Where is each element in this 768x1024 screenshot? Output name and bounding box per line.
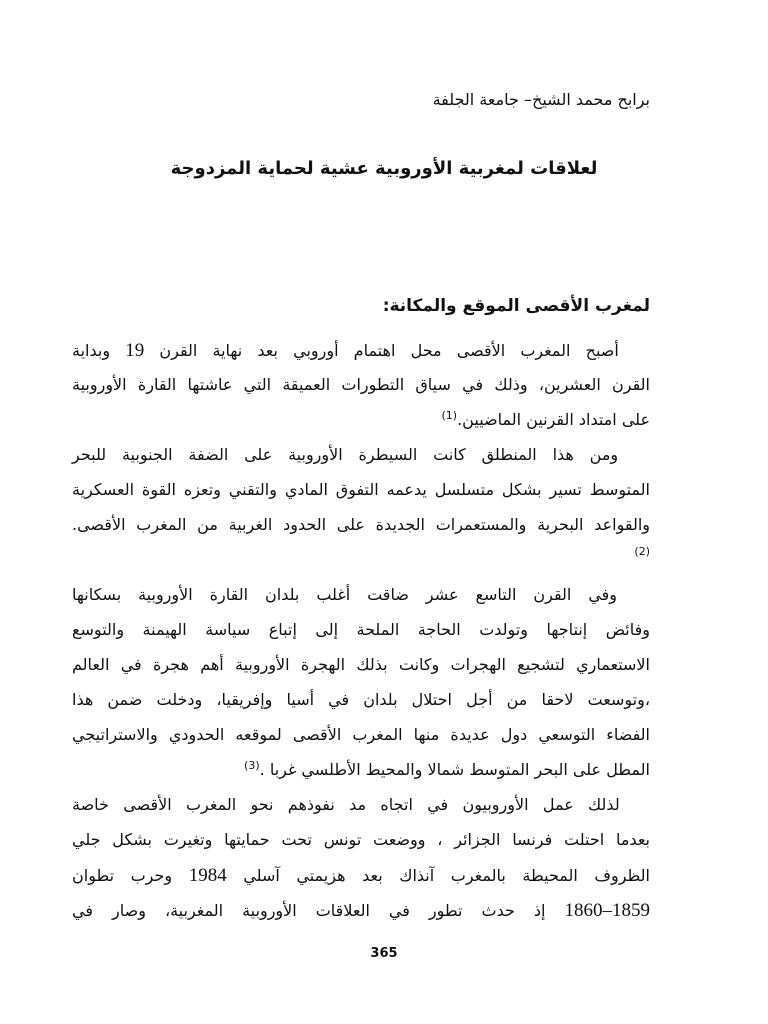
paragraph-3-line-6 <box>72 760 650 779</box>
section-heading: لمغرب الأقصى الموقع والمكانة: <box>382 296 650 316</box>
text-segment: أصبح المغرب الأقصى محل اهتمام أوروبي بعد نهاية القرن <box>159 341 619 360</box>
text-segment: وبداية <box>72 341 111 360</box>
text-segment: الظروف المحيطة بالمغرب آنذاك بعد هزيمتي آسلي <box>243 866 651 885</box>
paragraph-3-line-1 <box>72 585 650 604</box>
paragraph-1-line-3 <box>72 410 650 429</box>
paragraph-2-line-3: والقواعد البحرية والمستعمرات الجديدة على الحدود الغربية من المغرب الأقصى. <box>72 515 650 534</box>
paragraph-3-line-4: ،وتوسعت لاحقا من أجل احتلال بلدان في أسيا وإفريقيا، ودخلت ضمن هذا <box>72 690 650 709</box>
footnote-ref-3: (3) <box>244 759 260 772</box>
article-title: لعلاقات لمغربية الأوروبية عشية لحماية المزدوجة <box>170 158 598 179</box>
century-number: 19 <box>125 340 145 361</box>
text-segment: إذ حدث تطور في العلاقات الأوروبية المغربية، وصار في <box>72 901 546 920</box>
footnote-ref-2: (2) <box>634 545 650 558</box>
paragraph-4-line-3 <box>72 865 650 887</box>
author-affiliation: برابح محمد الشيخ– جامعة الجلفة <box>432 90 650 109</box>
paragraph-3-line-2: وفائض إنتاجها وتولدت الحاجة الملحة إلى إتباع سياسة الهيمنة والتوسع <box>72 620 650 639</box>
text-segment: المطل على البحر المتوسط شمالا والمحيط الأطلسي غربا . <box>259 760 650 779</box>
paragraph-1-line-1 <box>72 340 650 362</box>
paragraph-2-line-2: المتوسط تسير بشكل متسلسل يدعمه التفوق المادي والتقني وتعزه القوة العسكرية <box>72 480 650 499</box>
paragraph-1-line-2: القرن العشرين، وذلك في سياق التطورات العميقة التي عاشتها القارة الأوروبية <box>72 375 650 394</box>
text-segment: على امتداد القرنين الماضيين. <box>457 410 650 429</box>
paragraph-3-line-3: الاستعماري لتشجيع الهجرات وكانت بذلك الهجرة الأوروبية أهم هجرة في العالم <box>72 655 650 674</box>
year-number: 1984 <box>188 865 227 886</box>
text-segment: وفي القرن التاسع عشر ضاقت أغلب بلدان القارة الأوروبية بسكانها <box>72 585 618 604</box>
paragraph-4-line-2: بعدما احتلت فرنسا الجزائر ، ووضعت تونس تحت حمايتها وتغيرت بشكل جلي <box>72 830 650 849</box>
text-segment: وحرب تطوان <box>72 866 173 885</box>
text-segment: لذلك عمل الأوروبيون في اتجاه مد نفوذهم نحو المغرب الأقصى خاصة <box>72 795 620 814</box>
footnote-ref-1: (1) <box>441 409 458 422</box>
paragraph-2-line-1 <box>72 445 650 464</box>
paragraph-3-line-5: الفضاء التوسعي دول عديدة منها المغرب الأقصى لموقعه الحدودي والاستراتيجي <box>72 725 650 744</box>
text-segment: ومن هذا المنطلق كانت السيطرة الأوروبية على الضفة الجنوبية للبحر <box>72 445 619 464</box>
page-number: 365 <box>370 946 398 961</box>
paragraph-4-line-4 <box>72 900 650 922</box>
paragraph-4-line-1 <box>72 795 650 814</box>
year-range: 1859–1860 <box>564 900 651 921</box>
